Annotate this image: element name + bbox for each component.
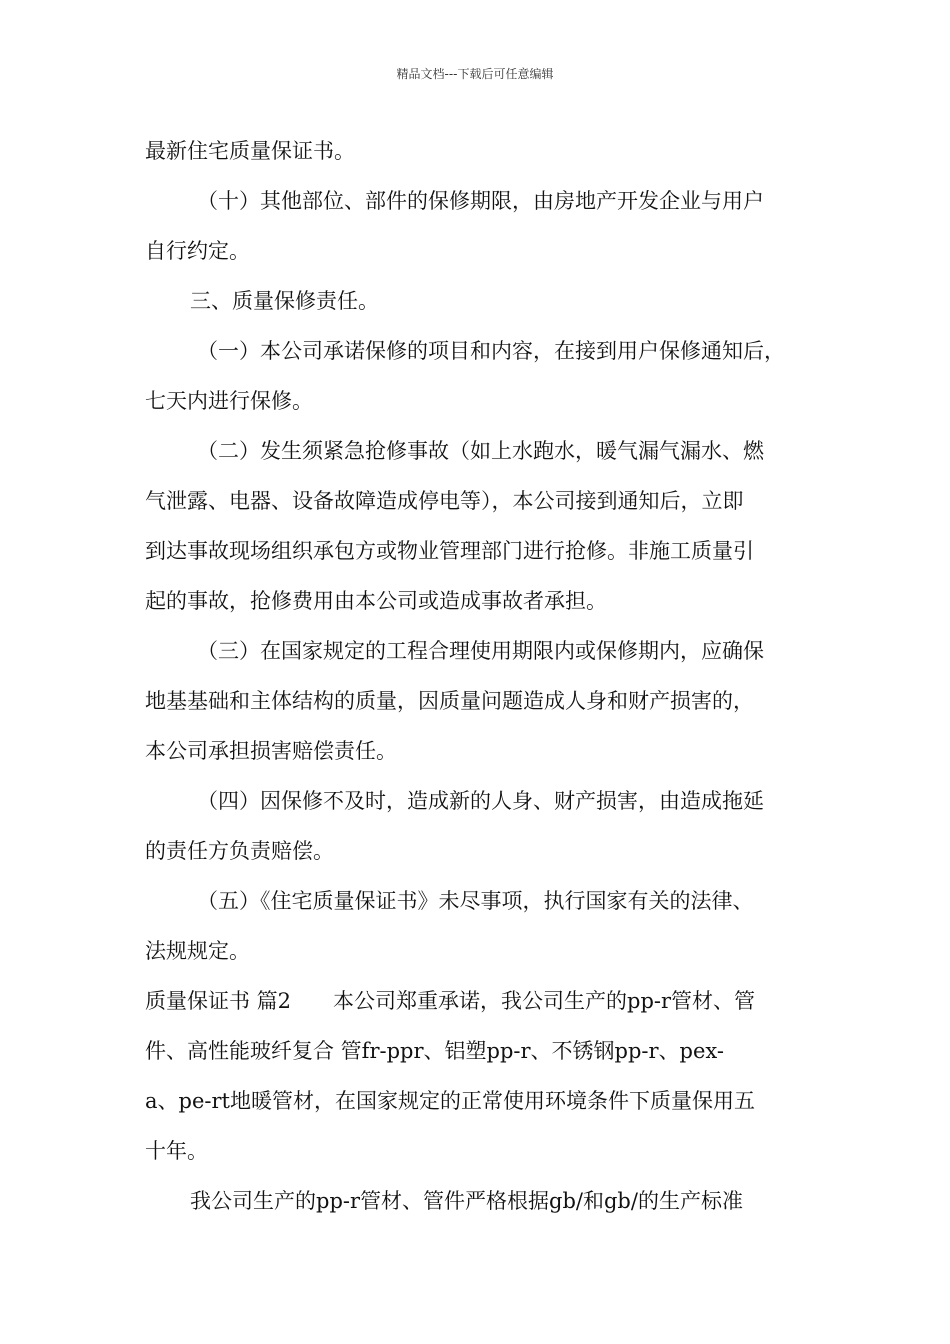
text-line: （二）发生须紧急抢修事故（如上水跑水，暖气漏气漏水、燃: [197, 439, 764, 463]
text-line: 气泄露、电器、设备故障造成停电等），本公司接到通知后，立即: [145, 489, 744, 513]
text-line: 到达事故现场组织承包方或物业管理部门进行抢修。非施工质量引: [145, 539, 754, 563]
text-line: 的责任方负责赔偿。: [145, 839, 334, 863]
section-heading: 三、质量保修责任。: [190, 289, 379, 313]
text-line: 地基基础和主体结构的质量，因质量问题造成人身和财产损害的，: [145, 689, 754, 713]
text-line: 自行约定。: [145, 239, 250, 263]
page-header: 精品文档---下载后可任意编辑: [396, 67, 554, 81]
text-line: （三）在国家规定的工程合理使用期限内或保修期内，应确保: [197, 639, 764, 663]
text-line: 七天内进行保修。: [145, 389, 313, 413]
text-line: 法规规定。: [145, 939, 250, 963]
text-line: 十年。: [145, 1139, 208, 1163]
text-line: （一）本公司承诺保修的项目和内容，在接到用户保修通知后，: [197, 339, 785, 363]
text-line: 起的事故，抢修费用由本公司或造成事故者承担。: [145, 589, 607, 613]
text-line: 我公司生产的pp-r管材、管件严格根据gb/和gb/的生产标准: [190, 1189, 743, 1213]
section-title-line: 质量保证书 篇2 本公司郑重承诺，我公司生产的pp-r管材、管: [145, 989, 756, 1013]
text-line: （十）其他部位、部件的保修期限，由房地产开发企业与用户: [197, 189, 764, 213]
text-line: a、pe-rt地暖管材，在国家规定的正常使用环境条件下质量保用五: [145, 1089, 755, 1113]
text-line: 本公司承担损害赔偿责任。: [145, 739, 397, 763]
text-line: （五）《住宅质量保证书》未尽事项，执行国家有关的法律、: [197, 889, 754, 913]
text-line: 最新住宅质量保证书。: [145, 139, 355, 163]
text-line: 件、高性能玻纤复合 管fr-ppr、铝塑pp-r、不锈钢pp-r、pex-: [145, 1039, 724, 1063]
text-line: （四）因保修不及时，造成新的人身、财产损害，由造成拖延: [197, 789, 764, 813]
